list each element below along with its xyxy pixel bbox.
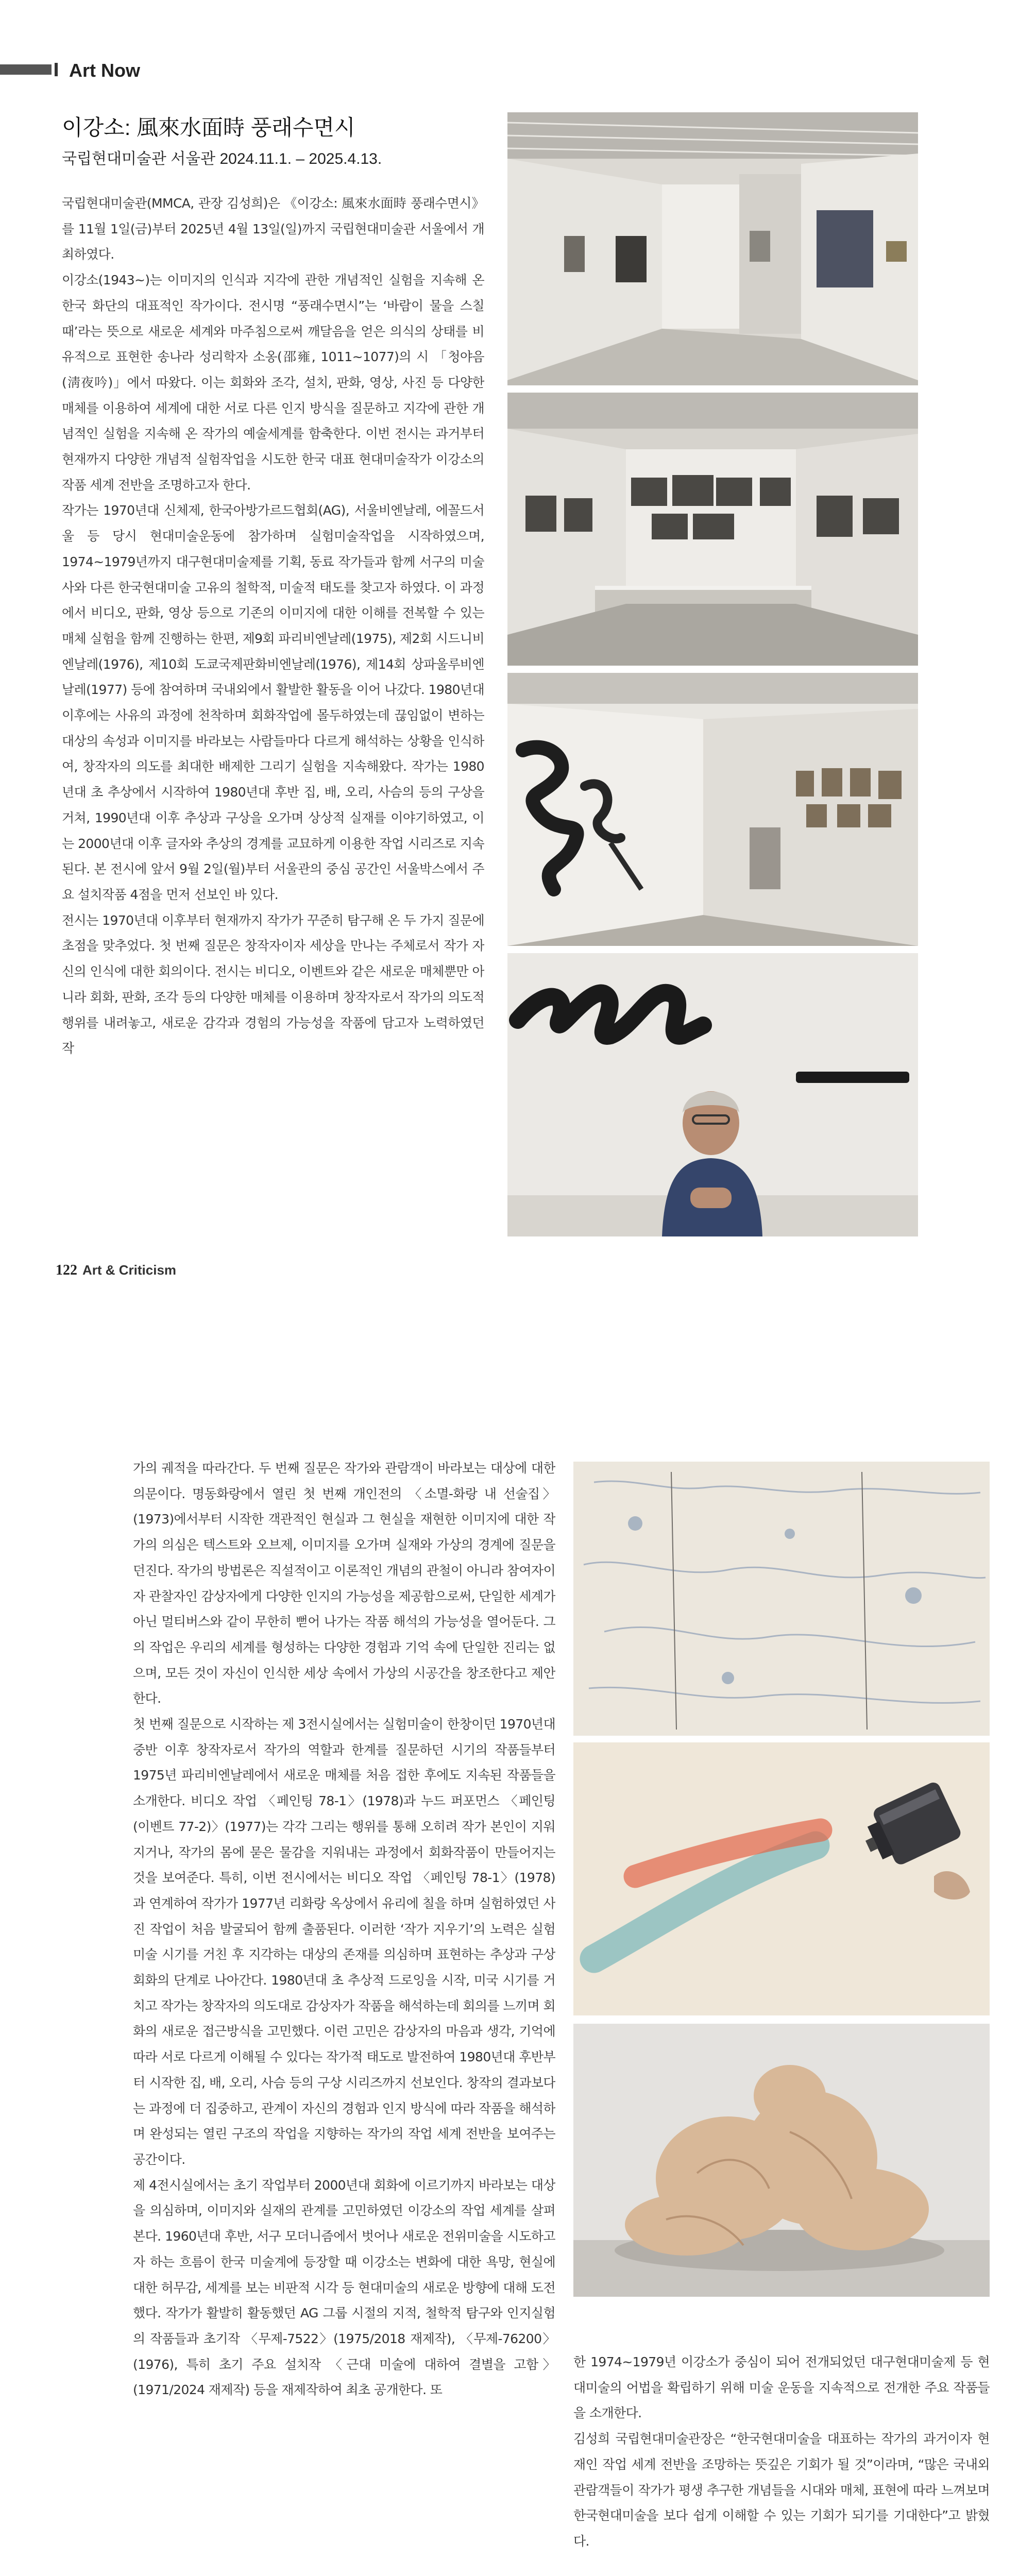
article-body-column-3: 한 1974~1979년 이강소가 중심이 되어 전개되었던 대구현대미술제 등 현대미술의 어법을 확립하기 위해 미술 운동을 지속적으로 전개한 주요 작품들을 소개한다. 김성희 국립현대미술관장은 “한국현대미술을 대표하는 작가의 과거이자 현재인 작업 세계 전반을 조망하는 뜻깊은 기회가 될 것”이라며, “많은 국내외 관람객들이 작가가 평생 추구한 개념들을 시대와 매체, 표현에 따라 느껴보며 한국현대미술을 보다 쉽게 이해할 수 있는 기회가 되기를 기대한다”고 밝혔다.	[573, 2354, 990, 2549]
section-label: Art Now	[69, 60, 140, 81]
artist-portrait-photo	[507, 953, 918, 1236]
section-bar	[0, 64, 52, 75]
article-body-column-1: 국립현대미술관(MMCA, 관장 김성희)은 《이강소: 風來水面時 풍래수면시》를 11월 1일(금)부터 2025년 4월 13일(일)까지 국립현대미술관 서울에서 개최하였다. 이강소(1943~)는 이미지의 인식과 지각에 관한 개념적인 실험을 지속해 온 한국 화단의 대표적인 작가이다. 전시명 “풍래수면시”는 ‘바람이 물을 스칠 때’라는 뜻으로 새로운 세계와 마주침으로써 깨달음을 얻은 의식의 상태를 비유적으로 표현한 송나라 성리학자 소옹(邵雍, 1011~1077)의 시 「청야음(淸夜吟)」에서 따왔다. 이는 회화와 조각, 설치, 판화, 영상, 사진 등 다양한 매체를 이용하여 세계에 대한 서로 다른 인지 방식을 질문하고 지각에 관한 개념적인 실험을 지속해 온 작가의 예술세계를 함축한다. 이번 전시는 과거부터 현재까지 다양한 개념적 실험작업을 시도한 한국 대표 현대미술작가 이강소의 작품 세계 전반을 조명하고자 한다. 작가는 1970년대 신체제, 한국아방가르드협회(AG), 서울비엔날레, 에꼴드서울 등 당시 현대미술운동에 참가하며 실험미술작업을 시작하였으며, 1974~1979년까지 대구현대미술제를 기획, 동료 작가들과 함께 서구의 미술사와 다른 한국현대미술 고유의 철학적, 미술적 태도를 찾고자 하였다. 이 과정에서 비디오, 판화, 영상 등으로 기존의 이미지에 대한 이해를 전복할 수 있는 매체 실험을 함께 진행하는 한편, 제9회 파리비엔날레(1975), 제2회 시드니비엔날레(1976), 제10회 도쿄국제판화비엔날레(1976), 제14회 상파울루비엔날레(1977) 등에 참여하며 국내외에서 활발한 활동을 이어 나갔다. 1980년대 이후에는 사유의 과정에 천착하며 회화작업에 몰두하였는데 끊임없이 변하는 대상의 속성과 이미지를 바라보는 사람들마다 다르게 해석하는 상황을 인식하여, 창작자의 의도를 최대한 배제한 그리기 실험을 지속해왔다. 작가는 1980년대 초 추상에서 시작하여 1980년대 후반 집, 배, 오리, 사슴의 등의 구상을 거쳐, 1990년대 이후 추상과 구상을 오가며 상상적 실재를 이야기하였고, 이는 2000년대 이후 글자와 추상의 경계를 교묘하게 이용한 작업 시리즈로 지속된다. 본 전시에 앞서 9월 2일(월)부터 서울관의 중심 공간인 서울박스에서 주요 설치작품 4점을 먼저 선보인 바 있다. 전시는 1970년대 이후부터 현재까지 작가가 꾸준히 탐구해 온 두 가지 질문에 초점을 맞추었다. 첫 번째 질문은 창작자이자 세상을 만나는 주체로서 작가 자신의 인식에 대한 회의이다. 전시는 비디오, 이벤트와 같은 새로운 매체뿐만 아니라 회화, 판화, 조각 등의 다양한 매체를 이용하며 창작자로서 작가의 의도적 행위를 내려놓고, 새로운 감각과 경험의 가능성을 작품에 담고자 노력하였던 작	[62, 196, 484, 1056]
gallery-view-photo-1	[507, 112, 918, 385]
page-folio-left	[56, 1262, 176, 1279]
article-title: 이강소: 風來水面時 풍래수면시	[62, 115, 355, 140]
article-body-column-2: 가의 궤적을 따라간다. 두 번째 질문은 작가와 관람객이 바라보는 대상에 대한 의문이다. 명동화랑에서 열린 첫 번째 개인전의 〈소멸-화랑 내 선술집〉(1973)에서부터 시작한 객관적인 현실과 그 현실을 재현한 이미지에 대한 작가의 의심은 텍스트와 오브제, 이미지를 오가며 실재와 가상의 경계에 질문을 던진다. 작가의 방법론은 직설적이고 이론적인 개념의 관철이 아니라 참여자이자 관찰자인 감상자에게 다양한 인지의 가능성을 제공함으로써, 단일한 세계가 아닌 멀티버스와 같이 무한히 뻗어 나가는 작품 해석의 가능성을 열어둔다. 그의 작업은 우리의 세계를 형성하는 다양한 경험과 기억 속에 단일한 진리는 없으며, 모든 것이 자신이 인식한 세상 속에서 가상의 시공간을 창조한다고 제안한다. 첫 번째 질문으로 시작하는 제 3전시실에서는 실험미술이 한창이던 1970년대 중반 이후 창작자로서 작가의 역할과 한계를 질문하던 시기의 작품들부터 1975년 파리비엔날레에서 새로운 매체를 처음 접한 후에도 지속된 작품들을 소개한다. 비디오 작업 〈페인팅 78-1〉(1978)과 누드 퍼포먼스 〈페인팅 (이벤트 77-2)〉(1977)는 각각 그리는 행위를 통해 오히려 작가 본인이 지워지거나, 작가의 몸에 묻은 물감을 지워내는 과정에서 회화작품이 만들어지는 것을 보여준다. 특히, 이번 전시에서는 비디오 작업 〈페인팅 78-1〉(1978)과 연계하여 작가가 1977년 리화랑 옥상에서 유리에 칠을 하며 실험하였던 사진 작업이 처음 발굴되어 함께 출품된다. 이러한 ‘작가 지우기’의 노력은 실험미술 시기를 거친 후 지각하는 대상의 존재를 의심하며 표현하는 추상과 구상회화의 단계로 나아간다. 1980년대 초 추상적 드로잉을 시작, 미국 시기를 거치고 작가는 창작자의 의도대로 감상자가 작품을 해석하는데 회의를 느끼며 회화의 새로운 접근방식을 고민했다. 이런 고민은 감상자의 마음과 생각, 기억에 따라 서로 다르게 이해될 수 있다는 작가적 태도로 발전하여 1980년대 후반부터 시작한 집, 배, 오리, 사슴 등의 구상 시리즈까지 선보인다. 창작의 결과보다는 과정에 더 집중하고, 관계이 자신의 경험과 인지 방식에 따라 작품을 해석하며 완성되는 열린 구조의 작업을 지향하는 작가의 작업 세계 전반을 보여주는 공간이다. 제 4전시실에서는 초기 작업부터 2000년대 회화에 이르기까지 바라보는 대상을 의심하며, 이미지와 실재의 관계를 고민하였던 이강소의 작업 세계를 살펴본다. 1960년대 후반, 서구 모더니즘에서 벗어나 새로운 전위미술을 시도하고자 하는 흐름이 한국 미술계에 등장할 때 이강소는 변화에 대한 욕망, 현실에 대한 허무감, 세계를 보는 비판적 시각 등 현대미술의 새로운 방향에 대해 도전했다. 작가가 활발히 활동했던 AG 그룹 시절의 지적, 철학적 탐구와 인지실험의 작품들과 초기작 〈무제-7522〉(1975/2018 재제작), 〈무제-76200〉(1976), 특히 초기 주요 설치작 〈근대 미술에 대하여 결별을 고함〉(1971/2024 재제작) 등을 재제작하여 최초 공개한다. 또	[133, 1461, 555, 2398]
artwork-photo-1	[573, 1462, 990, 1736]
gallery-view-photo-3	[507, 673, 918, 946]
gallery-view-photo-2	[507, 393, 918, 666]
artwork-photo-2	[573, 1742, 990, 2015]
page-number: 122	[56, 1262, 77, 1278]
artwork-photo-3	[573, 2024, 990, 2297]
article-subtitle: 국립현대미술관 서울관 2024.11.1. – 2025.4.13.	[62, 150, 382, 167]
section-divider	[55, 63, 58, 76]
magazine-name: Art & Criticism	[82, 1262, 177, 1278]
